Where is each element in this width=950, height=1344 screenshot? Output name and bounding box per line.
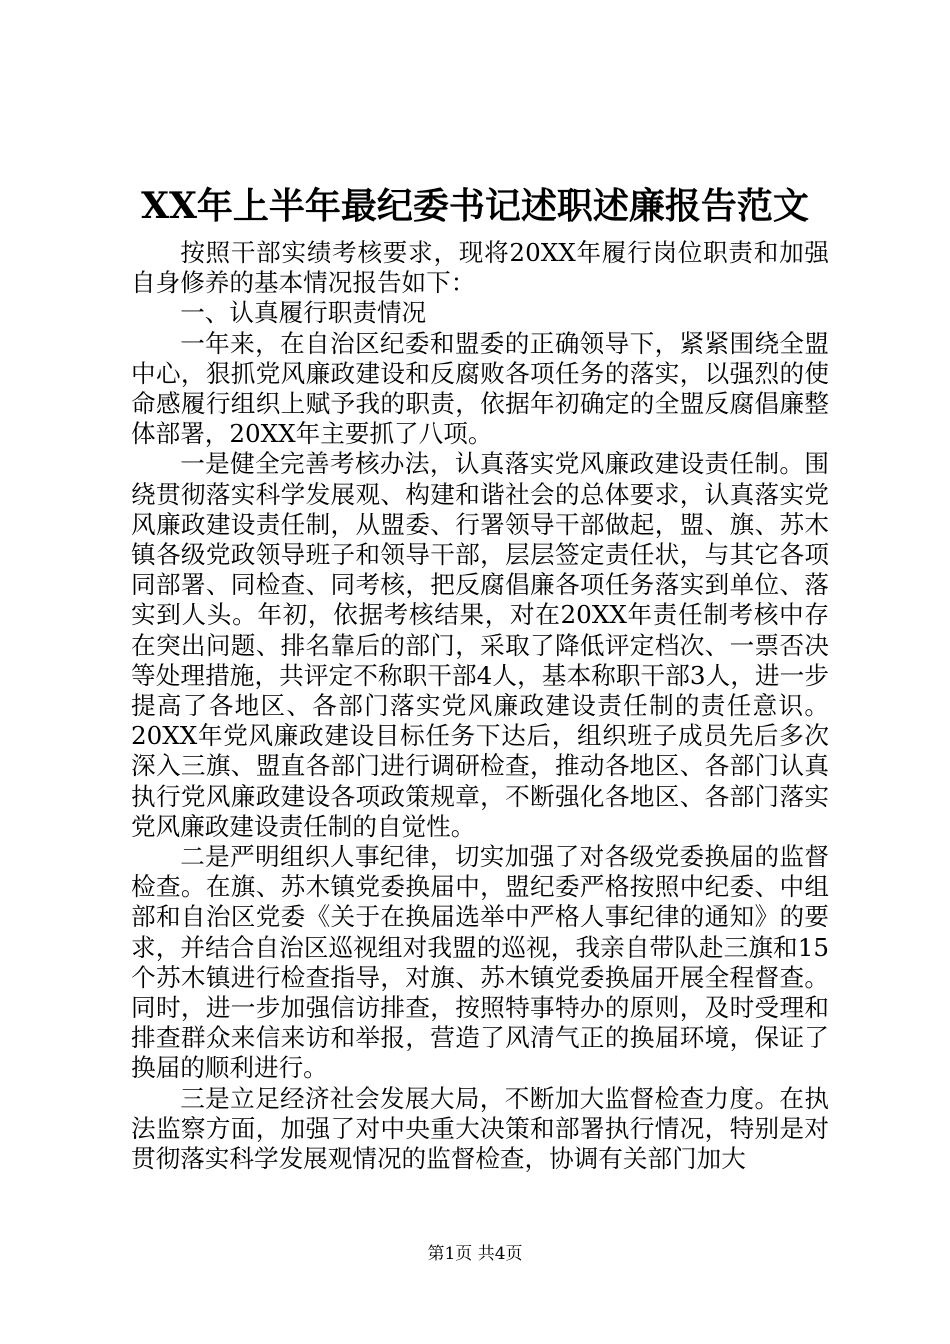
section-heading: 一、认真履行职责情况 xyxy=(180,298,427,328)
paragraph-item-three: 三是立足经济社会发展大局，不断加大监督检查力度。在执法监察方面，加强了对中央重大决策和部署执行情况，特别是对贯彻落实科学发展观情况的监督检查，协调有关部门加大 xyxy=(131,1083,829,1174)
document-title: XX年上半年最纪委书记述职述廉报告范文 xyxy=(141,185,809,227)
document-body xyxy=(131,238,829,1174)
paragraph-intro: 按照干部实绩考核要求，现将20XX年履行岗位职责和加强自身修养的基本情况报告如下： xyxy=(131,238,829,298)
paragraph-item-one: 一是健全完善考核办法，认真落实党风廉政建设责任制。围绕贯彻落实科学发展观、构建和谐社会的总体要求，认真落实党风廉政建设责任制，从盟委、行署领导干部做起，盟、旗、苏木镇各级党政领导班子和领导干部，层层签定责任状，与其它各项同部署、同检查、同考核，把反腐倡廉各项任务落实到单位、落实到人头。年初，依据考核结果，对在20XX年责任制考核中存在突出问题、排名靠后的部门，采取了降低评定档次、一票否决等处理措施，共评定不称职干部4人，基本称职干部3人，进一步提高了各地区、各部门落实党风廉政建设责任制的责任意识。20XX年党风廉政建设目标任务下达后，组织班子成员先后多次深入三旗、盟直各部门进行调研检查，推动各地区、各部门认真执行党风廉政建设各项政策规章，不断强化各地区、各部门落实党风廉政建设责任制的自觉性。 xyxy=(131,449,829,841)
paragraph-overview: 一年来，在自治区纪委和盟委的正确领导下，紧紧围绕全盟中心，狠抓党风廉政建设和反腐败各项任务的落实，以强烈的使命感履行组织上赋予我的职责，依据年初确定的全盟反腐倡廉整体部署，20XX年主要抓了八项。 xyxy=(131,328,829,449)
paragraph-item-two: 二是严明组织人事纪律，切实加强了对各级党委换届的监督检查。在旗、苏木镇党委换届中，盟纪委严格按照中纪委、中组部和自治区党委《关于在换届选举中严格人事纪律的通知》的要求，并结合自治区巡视组对我盟的巡视，我亲自带队赴三旗和15个苏木镇进行检查指导，对旗、苏木镇党委换届开展全程督查。同时，进一步加强信访排查，按照特事特办的原则，及时受理和排查群众来信来访和举报，营造了风清气正的换届环境，保证了换届的顺利进行。 xyxy=(131,842,829,1083)
page-number-footer: 第1页 共4页 xyxy=(427,1244,523,1264)
